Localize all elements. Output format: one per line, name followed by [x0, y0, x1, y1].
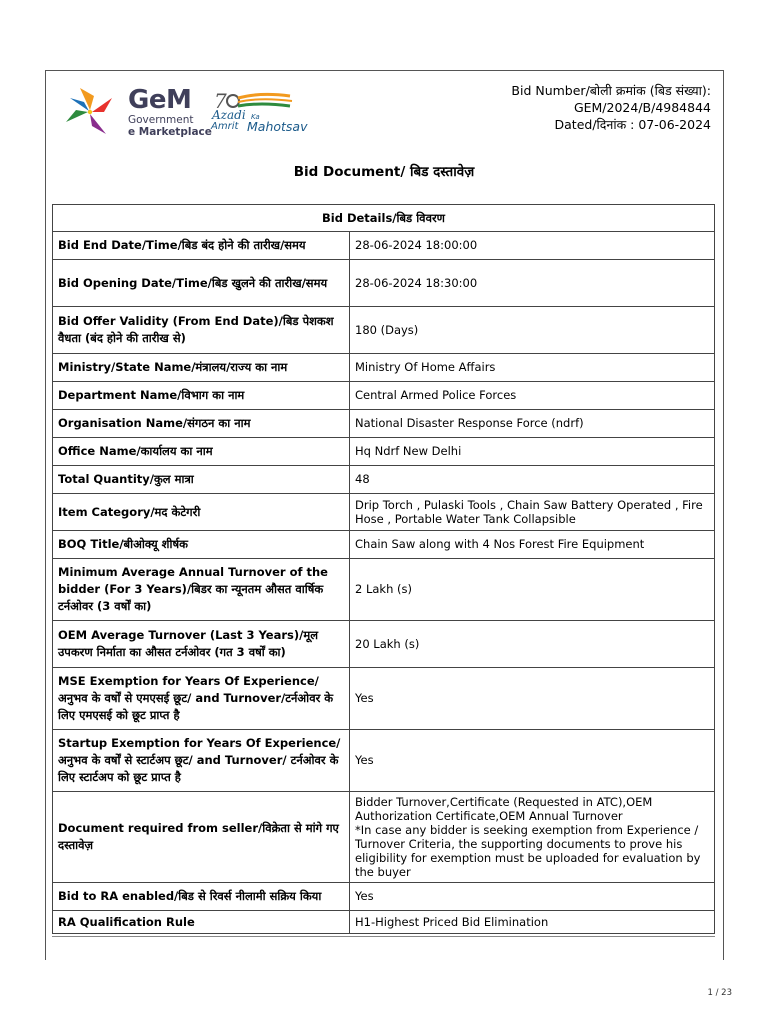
table-row — [53, 232, 715, 260]
table-row — [53, 531, 715, 559]
row-label: MSE Exemption for Years Of Experience/अनुभव के वर्षों से एमएसई छूट/ and Turnover/टर्नओवर के लिए एमएसई को छूट प्राप्त है — [53, 668, 350, 730]
table-row — [53, 730, 715, 792]
gem-logo-text — [128, 86, 212, 138]
bid-date: Dated/दिनांक : 07-06-2024 — [554, 117, 711, 132]
table-row — [53, 438, 715, 466]
table-row — [53, 354, 715, 382]
table-header: Bid Details/बिड विवरण — [53, 205, 715, 232]
svg-text:7: 7 — [214, 90, 227, 113]
table-row — [53, 911, 715, 934]
row-value: H1-Highest Priced Bid Elimination — [350, 911, 715, 934]
row-label: Bid Offer Validity (From End Date)/बिड पेशकश वैधता (बंद होने की तारीख से) — [53, 307, 350, 354]
gem-title: GeM — [128, 85, 192, 115]
row-value: 48 — [350, 466, 715, 494]
page-number: 1 / 23 — [707, 988, 732, 998]
row-value: 28-06-2024 18:00:00 — [350, 232, 715, 260]
bid-meta — [511, 82, 711, 133]
table-row — [53, 382, 715, 410]
row-label: Minimum Average Annual Turnover of the bidder (For 3 Years)/बिडर का न्यूनतम औसत वार्षिक टर्नओवर (3 वर्षों का) — [53, 559, 350, 621]
table-row — [53, 668, 715, 730]
table-row — [53, 792, 715, 883]
table-row — [53, 883, 715, 911]
row-value: National Disaster Response Force (ndrf) — [350, 410, 715, 438]
gem-subtitle-marketplace: e Marketplace — [128, 126, 212, 138]
azadi-text: Azadi — [212, 108, 246, 122]
row-label: Bid Opening Date/Time/बिड खुलने की तारीख/समय — [53, 260, 350, 307]
document-title: Bid Document/ बिड दस्तावेज़ — [293, 164, 475, 180]
row-label: Item Category/मद केटेगरी — [53, 494, 350, 531]
row-label: Bid to RA enabled/बिड से रिवर्स नीलामी सक्रिय किया — [53, 883, 350, 911]
mahotsav-text: Mahotsav — [247, 119, 308, 134]
row-value: Bidder Turnover,Certificate (Requested in ATC),OEM Authorization Certificate,OEM Annual Turnover *In case any bidder is seeking exemption from Experience / Turnover Criteria, the supporting documents to prove his eligibility for exemption must be uploaded for evaluation by the buyer — [350, 792, 715, 883]
table-header-row — [53, 205, 715, 232]
row-label: Document required from seller/विक्रेता से मांगे गए दस्तावेज़ — [53, 792, 350, 883]
amrit-text: Amrit — [211, 121, 239, 132]
row-label: Ministry/State Name/मंत्रालय/राज्य का नाम — [53, 354, 350, 382]
bid-number-label: Bid Number/बोली क्रमांक (बिड संख्या): — [511, 83, 711, 98]
table-row — [53, 559, 715, 621]
gem-subtitle-government: Government — [128, 114, 194, 126]
row-label: RA Qualification Rule — [53, 911, 350, 934]
table-row — [53, 494, 715, 531]
row-label: Total Quantity/कुल मात्रा — [53, 466, 350, 494]
bid-number-value: GEM/2024/B/4984844 — [573, 100, 711, 115]
table-body — [53, 232, 715, 934]
row-value: Yes — [350, 730, 715, 792]
azadi-ka-text: Ka — [251, 113, 260, 121]
row-label: Startup Exemption for Years Of Experience/अनुभव के वर्षों से स्टार्टअप छूट/ and Turnover/ टर्नओवर के लिए स्टार्टअप को छूट प्राप्त है — [53, 730, 350, 792]
row-value: Chain Saw along with 4 Nos Forest Fire Equipment — [350, 531, 715, 559]
row-value: 180 (Days) — [350, 307, 715, 354]
table-row — [53, 410, 715, 438]
row-label: Office Name/कार्यालय का नाम — [53, 438, 350, 466]
row-value: Yes — [350, 883, 715, 911]
row-value: Ministry Of Home Affairs — [350, 354, 715, 382]
row-value: Central Armed Police Forces — [350, 382, 715, 410]
row-value: Hq Ndrf New Delhi — [350, 438, 715, 466]
table-row — [53, 260, 715, 307]
row-label: BOQ Title/बीओक्यू शीर्षक — [53, 531, 350, 559]
row-value: 2 Lakh (s) — [350, 559, 715, 621]
row-value: 28-06-2024 18:30:00 — [350, 260, 715, 307]
row-label: OEM Average Turnover (Last 3 Years)/मूल उपकरण निर्माता का औसत टर्नओवर (गत 3 वर्षों का) — [53, 621, 350, 668]
table-row — [53, 621, 715, 668]
row-value: Drip Torch , Pulaski Tools , Chain Saw Battery Operated , Fire Hose , Portable Water Tank Collapsible — [350, 494, 715, 531]
row-value: 20 Lakh (s) — [350, 621, 715, 668]
table-row — [53, 307, 715, 354]
table-row — [53, 466, 715, 494]
row-label: Bid End Date/Time/बिड बंद होने की तारीख/समय — [53, 232, 350, 260]
row-label: Department Name/विभाग का नाम — [53, 382, 350, 410]
row-label: Organisation Name/संगठन का नाम — [53, 410, 350, 438]
bottom-divider — [52, 936, 715, 937]
row-value: Yes — [350, 668, 715, 730]
bid-details-table — [52, 204, 715, 934]
